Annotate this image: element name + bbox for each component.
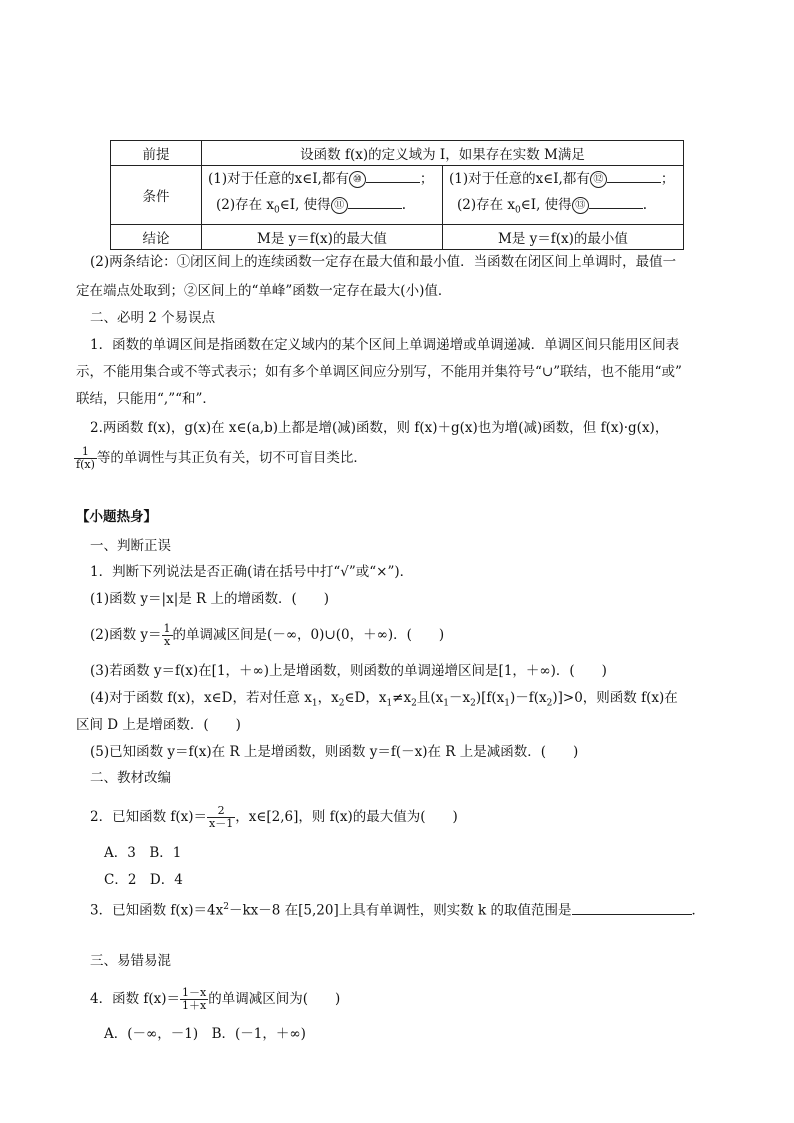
sub-2: 2 [338, 698, 345, 709]
premise-label: 前提 [111, 141, 202, 166]
question-4-options-ab: A．(－∞，－1) B．(－1，＋∞) [104, 1026, 306, 1042]
q1-4-a: (4)对于函数 f(x)，x∈D，若对任意 x [90, 690, 312, 706]
misconception-2-line-2 [74, 444, 367, 472]
question-1-item-4-line-2: 区间 D 上是增函数．( ) [76, 717, 241, 733]
question-1-item-1: (1)函数 y＝|x|是 R 上的增函数．( ) [90, 591, 330, 607]
q3-end: ． [691, 902, 705, 919]
cond-min-2-text: (2)存在 x [457, 197, 516, 213]
sub-2: 2 [546, 698, 553, 709]
question-4 [90, 982, 340, 1016]
misconception-1-line-2: 示，不能用集合或不等式表示；如有多个单调区间应分别写，不能用并集符号“∪”联结，也不能用“或” [76, 364, 682, 380]
q2-suffix: ，x∈[2,6]，则 f(x)的最大值为( ) [235, 809, 458, 825]
question-3 [90, 898, 705, 920]
sub-1: 1 [504, 698, 510, 709]
q4-suffix: 的单调减区间为( ) [208, 991, 341, 1007]
misconception-2-line-1: 2.两函数 f(x)，g(x)在 x∈(a,b)上都是增(减)函数，则 f(x)＋g(x)也为增(减)函数，但 f(x)·g(x)， [90, 420, 669, 436]
question-1-item-5: (5)已知函数 y＝f(x)在 R 上是增函数，则函数 y＝f(－x)在 R 上是减函数．( ) [90, 744, 579, 760]
frac-numerator: 1 [163, 622, 171, 635]
sub-2: 2 [411, 698, 417, 709]
q1-4-f: －x [448, 690, 471, 706]
subscript-zero: 0 [515, 205, 521, 216]
q1-2-suffix: 的单调减区间是(－∞，0)∪(0，＋∞)．( ) [172, 627, 445, 643]
q1-4-d: ≠x [392, 690, 412, 706]
q1-4-i: )]>0，则函数 f(x)在 [552, 690, 678, 706]
cond-max-1-text: (1)对于任意的x∈I,都有 [208, 171, 349, 187]
blank-10 [366, 169, 420, 183]
condition-min-cell [443, 166, 684, 225]
frac-denominator: 1＋x [182, 999, 207, 1012]
fraction-2-over-x-minus-1 [207, 805, 235, 830]
q1-4-h: )－f(x [509, 690, 547, 706]
condition-label: 条件 [111, 166, 202, 225]
question-2-options-cd: C．2 D．4 [104, 872, 183, 888]
misconception-2-tail: 等的单调性与其正负有关，切不可盲目类比． [96, 450, 367, 466]
blank-number-12: ⑫ [590, 171, 607, 188]
blank-number-13: ⑬ [572, 197, 589, 214]
cond-min-2-end: . [642, 197, 647, 213]
frac-denominator: x [162, 635, 173, 648]
condition-max-cell [202, 166, 443, 225]
q3-prefix: 3．已知函数 f(x)＝4x [90, 902, 224, 919]
subscript-zero: 0 [274, 205, 280, 216]
q1-4-g: )[f(x [475, 690, 505, 706]
question-1-intro: 1．判断下列说法是否正确(请在括号中打“√”或“×”)． [90, 564, 414, 580]
frac-numerator: 1－x [182, 986, 207, 999]
misconception-1-line-1: 1．函数的单调区间是指函数在定义域内的某个区间上单调递增或单调递减．单调区间只能用区间表 [90, 337, 680, 353]
conclusion-label: 结论 [111, 224, 202, 249]
q4-prefix: 4．函数 f(x)＝ [90, 991, 181, 1007]
blank-number-10: ⑩ [349, 171, 366, 188]
cond-max-2-mid: ∈I, 使得 [279, 197, 331, 213]
q1-4-b: ，x [317, 690, 339, 706]
part-3-title: 三、易错易混 [90, 953, 171, 969]
part-1-title: 一、判断正误 [90, 538, 171, 554]
sub-1: 1 [443, 698, 449, 709]
part-2-title: 二、教材改编 [90, 770, 171, 786]
q3-middle: －kx－8 在[5,20]上具有单调性，则实数 k 的取值范围是 [228, 902, 572, 919]
question-2 [90, 800, 458, 834]
conclusion-min: M是 y＝f(x)的最小值 [443, 224, 684, 249]
cond-min-1-end: ； [660, 171, 675, 187]
warmup-title: 【小题热身】 [76, 509, 157, 525]
blank-11 [348, 195, 402, 209]
cond-min-2-mid: ∈I, 使得 [520, 197, 572, 213]
superscript-2: 2 [223, 902, 229, 912]
q2-prefix: 2．已知函数 f(x)＝ [90, 809, 208, 825]
sub-2: 2 [470, 698, 476, 709]
q1-2-prefix: (2)函数 y＝ [90, 627, 162, 643]
question-1-item-3: (3)若函数 y＝f(x)在[1，＋∞)上是增函数，则函数的单调递增区间是[1，＋∞)．( ) [90, 663, 607, 679]
conclusion-max: M是 y＝f(x)的最大值 [202, 224, 443, 249]
section-2-title: 二、必明 2 个易误点 [90, 310, 216, 326]
q1-4-e: 且(x [416, 690, 444, 706]
question-1-item-4-line-1 [90, 689, 678, 713]
two-conclusions-line-2: 定在端点处取到；②区间上的“单峰”函数一定存在最大(小)值． [76, 283, 452, 299]
fraction-1-over-fx [74, 446, 97, 471]
sub-1: 1 [311, 698, 318, 709]
frac-denominator: f(x) [76, 458, 95, 471]
blank-number-11: ⑪ [331, 197, 348, 214]
question-2-options-ab: A．3 B．1 [104, 845, 182, 861]
fraction-1-over-x [162, 623, 173, 648]
cond-max-1-end: ； [419, 171, 434, 187]
q1-4-c: ∈D，x [344, 690, 387, 706]
blank-13 [589, 195, 643, 209]
fraction-1-minus-x-over-1-plus-x [180, 987, 208, 1012]
cond-max-2-end: . [401, 197, 406, 213]
question-1-item-2 [90, 620, 444, 650]
frac-numerator: 2 [217, 804, 225, 817]
premise-text: 设函数 f(x)的定义域为 I，如果存在实数 M满足 [202, 141, 684, 166]
sub-1: 1 [386, 698, 393, 709]
answer-blank [572, 901, 692, 915]
cond-min-1-text: (1)对于任意的x∈I,都有 [449, 171, 590, 187]
two-conclusions-line-1: (2)两条结论：①闭区间上的连续函数一定存在最大值和最小值．当函数在闭区间上单调时，最值一 [90, 254, 677, 270]
frac-denominator: x－1 [209, 817, 234, 830]
max-min-definition-table [110, 140, 684, 250]
misconception-1-line-3: 联结，只能用“,”“和”． [76, 391, 216, 407]
frac-numerator: 1 [81, 445, 89, 458]
blank-12 [607, 169, 661, 183]
cond-max-2-text: (2)存在 x [216, 197, 275, 213]
